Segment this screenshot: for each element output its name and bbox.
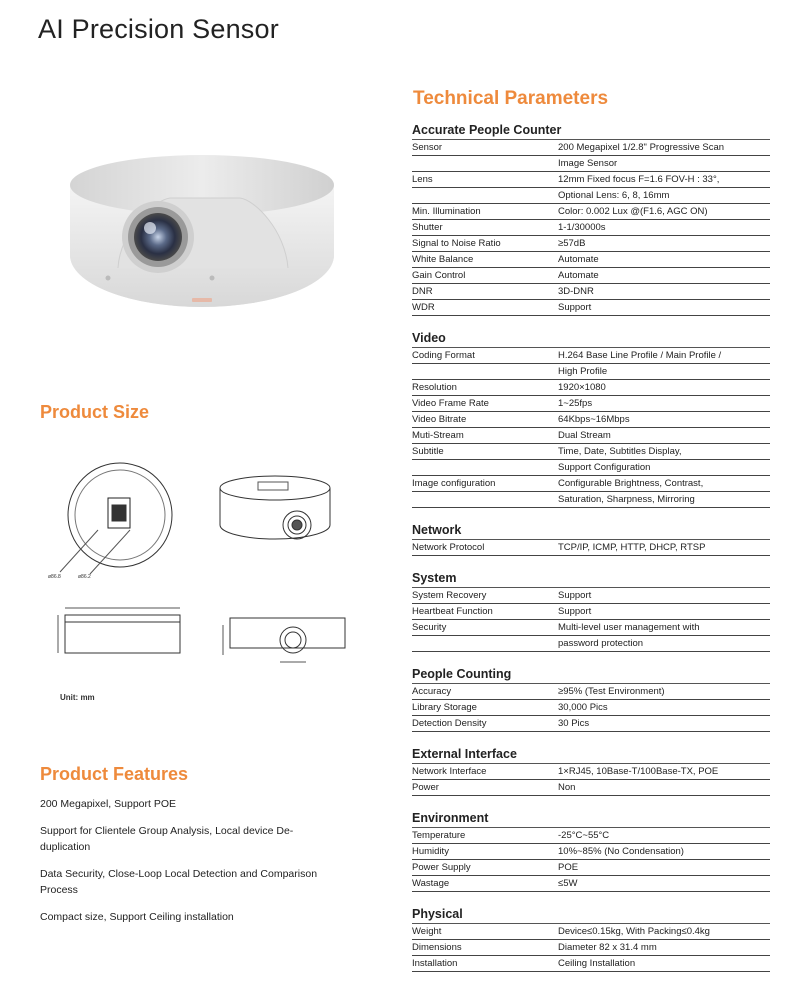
spec-key: Muti-Stream [412, 430, 464, 441]
spec-key: Detection Density [412, 718, 487, 729]
spec-value: Time, Date, Subtitles Display, [558, 446, 682, 457]
product-features-heading: Product Features [40, 764, 189, 784]
spec-section [412, 666, 770, 732]
spec-key: Power [412, 782, 439, 793]
spec-value: 1920×1080 [558, 382, 606, 393]
spec-key [412, 492, 558, 507]
features-list [40, 796, 330, 936]
spec-key: Network Protocol [412, 542, 485, 553]
spec-key [412, 364, 558, 379]
spec-row [412, 588, 770, 604]
spec-key: Temperature [412, 830, 466, 841]
spec-value: 3D-DNR [558, 286, 594, 297]
spec-key [412, 460, 558, 475]
spec-key: White Balance [412, 254, 474, 265]
spec-value: Ceiling Installation [558, 958, 636, 969]
spec-row [412, 476, 770, 492]
spec-value: 200 Megapixel 1/2.8" Progressive Scan [558, 142, 725, 153]
spec-value: 1-1/30000s [558, 222, 606, 233]
spec-section-title: Physical [412, 906, 770, 924]
spec-row [412, 828, 770, 844]
spec-value: 30 Pics [558, 718, 590, 729]
spec-key: WDR [412, 302, 435, 313]
technical-parameters-heading: Technical Parameters [413, 88, 609, 109]
spec-value: ≥57dB [558, 238, 586, 249]
spec-value: Optional Lens: 6, 8, 16mm [558, 190, 670, 201]
spec-table [412, 122, 770, 986]
spec-row [412, 924, 770, 940]
svg-text:ø86.8: ø86.8 [48, 574, 61, 580]
spec-row [412, 380, 770, 396]
spec-row [412, 364, 770, 380]
spec-section [412, 122, 770, 316]
spec-value: Support Configuration [558, 462, 651, 473]
spec-value: Device≤0.15kg, With Packing≤0.4kg [558, 926, 710, 937]
spec-key: Resolution [412, 382, 457, 393]
spec-section [412, 522, 770, 556]
spec-value: Support [558, 590, 592, 601]
spec-row [412, 636, 770, 652]
spec-value: 30,000 Pics [558, 702, 608, 713]
spec-row [412, 684, 770, 700]
spec-row [412, 252, 770, 268]
spec-value: password protection [558, 638, 644, 649]
spec-key: Sensor [412, 142, 443, 153]
spec-key: DNR [412, 286, 433, 297]
spec-key: Power Supply [412, 862, 471, 873]
spec-row [412, 284, 770, 300]
spec-row [412, 300, 770, 316]
spec-value: ≤5W [558, 878, 578, 889]
spec-row [412, 700, 770, 716]
spec-key: System Recovery [412, 590, 487, 601]
spec-section [412, 810, 770, 892]
spec-value: Support [558, 302, 592, 313]
spec-value: Multi-level user management with [558, 622, 700, 633]
spec-key: Video Frame Rate [412, 398, 489, 409]
spec-value: Automate [558, 254, 599, 265]
spec-section-title: Accurate People Counter [412, 122, 770, 140]
spec-key: Subtitle [412, 446, 444, 457]
unit-label: Unit: mm [60, 693, 95, 702]
spec-key: Accuracy [412, 686, 452, 697]
spec-key: Wastage [412, 878, 450, 889]
spec-key: Installation [412, 958, 458, 969]
spec-value: Automate [558, 270, 599, 281]
spec-key: Network Interface [412, 766, 487, 777]
spec-value: 1×RJ45, 10Base-T/100Base-TX, POE [558, 766, 719, 777]
spec-key: Weight [412, 926, 442, 937]
spec-value: Support [558, 606, 592, 617]
spec-row [412, 220, 770, 236]
spec-key: Heartbeat Function [412, 606, 493, 617]
spec-value: -25°C~55°C [558, 830, 610, 841]
spec-row [412, 348, 770, 364]
spec-row [412, 140, 770, 156]
spec-value: Configurable Brightness, Contrast, [558, 478, 704, 489]
spec-section-title: System [412, 570, 770, 588]
spec-section-title: People Counting [412, 666, 770, 684]
spec-value: 12mm Fixed focus F=1.6 FOV-H : 33°, [558, 174, 720, 185]
spec-row [412, 236, 770, 252]
spec-section [412, 330, 770, 508]
spec-key: Signal to Noise Ratio [412, 238, 501, 249]
spec-row [412, 204, 770, 220]
dimension-drawings [40, 450, 370, 680]
spec-key: Image configuration [412, 478, 496, 489]
spec-row [412, 460, 770, 476]
feature-item: Support for Clientele Group Analysis, Local device De-duplication [40, 825, 294, 853]
spec-key: Min. Illumination [412, 206, 481, 217]
spec-value: Image Sensor [558, 158, 618, 169]
spec-key: Dimensions [412, 942, 462, 953]
spec-value: 1~25fps [558, 398, 593, 409]
spec-value: H.264 Base Line Profile / Main Profile / [558, 350, 722, 361]
spec-row [412, 780, 770, 796]
spec-key: Security [412, 622, 447, 633]
feature-item: 200 Megapixel, Support POE [40, 798, 176, 810]
spec-row [412, 412, 770, 428]
spec-section [412, 746, 770, 796]
spec-key [412, 188, 558, 203]
spec-row [412, 844, 770, 860]
spec-value: ≥95% (Test Environment) [558, 686, 665, 697]
camera-product-image [60, 140, 345, 320]
product-size-heading: Product Size [40, 402, 150, 422]
spec-value: Dual Stream [558, 430, 611, 441]
spec-row [412, 156, 770, 172]
spec-section-title: Video [412, 330, 770, 348]
spec-key: Video Bitrate [412, 414, 467, 425]
feature-item: Data Security, Close-Loop Local Detection and Comparison Process [40, 868, 318, 896]
spec-row [412, 492, 770, 508]
spec-value: High Profile [558, 366, 608, 377]
spec-key [412, 636, 558, 651]
spec-section-title: External Interface [412, 746, 770, 764]
spec-value: Non [558, 782, 576, 793]
feature-item: Compact size, Support Ceiling installation [40, 911, 234, 923]
spec-key: Library Storage [412, 702, 477, 713]
spec-key: Shutter [412, 222, 443, 233]
spec-section-title: Environment [412, 810, 770, 828]
spec-row [412, 620, 770, 636]
spec-row [412, 860, 770, 876]
spec-value: POE [558, 862, 579, 873]
spec-value: Diameter 82 x 31.4 mm [558, 942, 657, 953]
spec-row [412, 396, 770, 412]
spec-value: Saturation, Sharpness, Mirroring [558, 494, 695, 505]
spec-row [412, 540, 770, 556]
spec-section-title: Network [412, 522, 770, 540]
spec-key: Humidity [412, 846, 449, 857]
spec-row [412, 940, 770, 956]
spec-row [412, 716, 770, 732]
spec-section [412, 906, 770, 972]
spec-row [412, 172, 770, 188]
spec-row [412, 764, 770, 780]
spec-row [412, 876, 770, 892]
spec-value: Color: 0.002 Lux @(F1.6, AGC ON) [558, 206, 708, 217]
spec-row [412, 956, 770, 972]
spec-key: Gain Control [412, 270, 466, 281]
spec-row [412, 444, 770, 460]
spec-row [412, 188, 770, 204]
spec-value: 10%~85% (No Condensation) [558, 846, 684, 857]
spec-row [412, 604, 770, 620]
spec-value: TCP/IP, ICMP, HTTP, DHCP, RTSP [558, 542, 706, 553]
spec-row [412, 268, 770, 284]
spec-row [412, 428, 770, 444]
spec-key: Coding Format [412, 350, 475, 361]
svg-text:ø86.2: ø86.2 [78, 574, 91, 580]
spec-key: Lens [412, 174, 433, 185]
spec-key [412, 156, 558, 171]
page-title: AI Precision Sensor [38, 14, 279, 44]
spec-value: 64Kbps~16Mbps [558, 414, 630, 425]
spec-section [412, 570, 770, 652]
